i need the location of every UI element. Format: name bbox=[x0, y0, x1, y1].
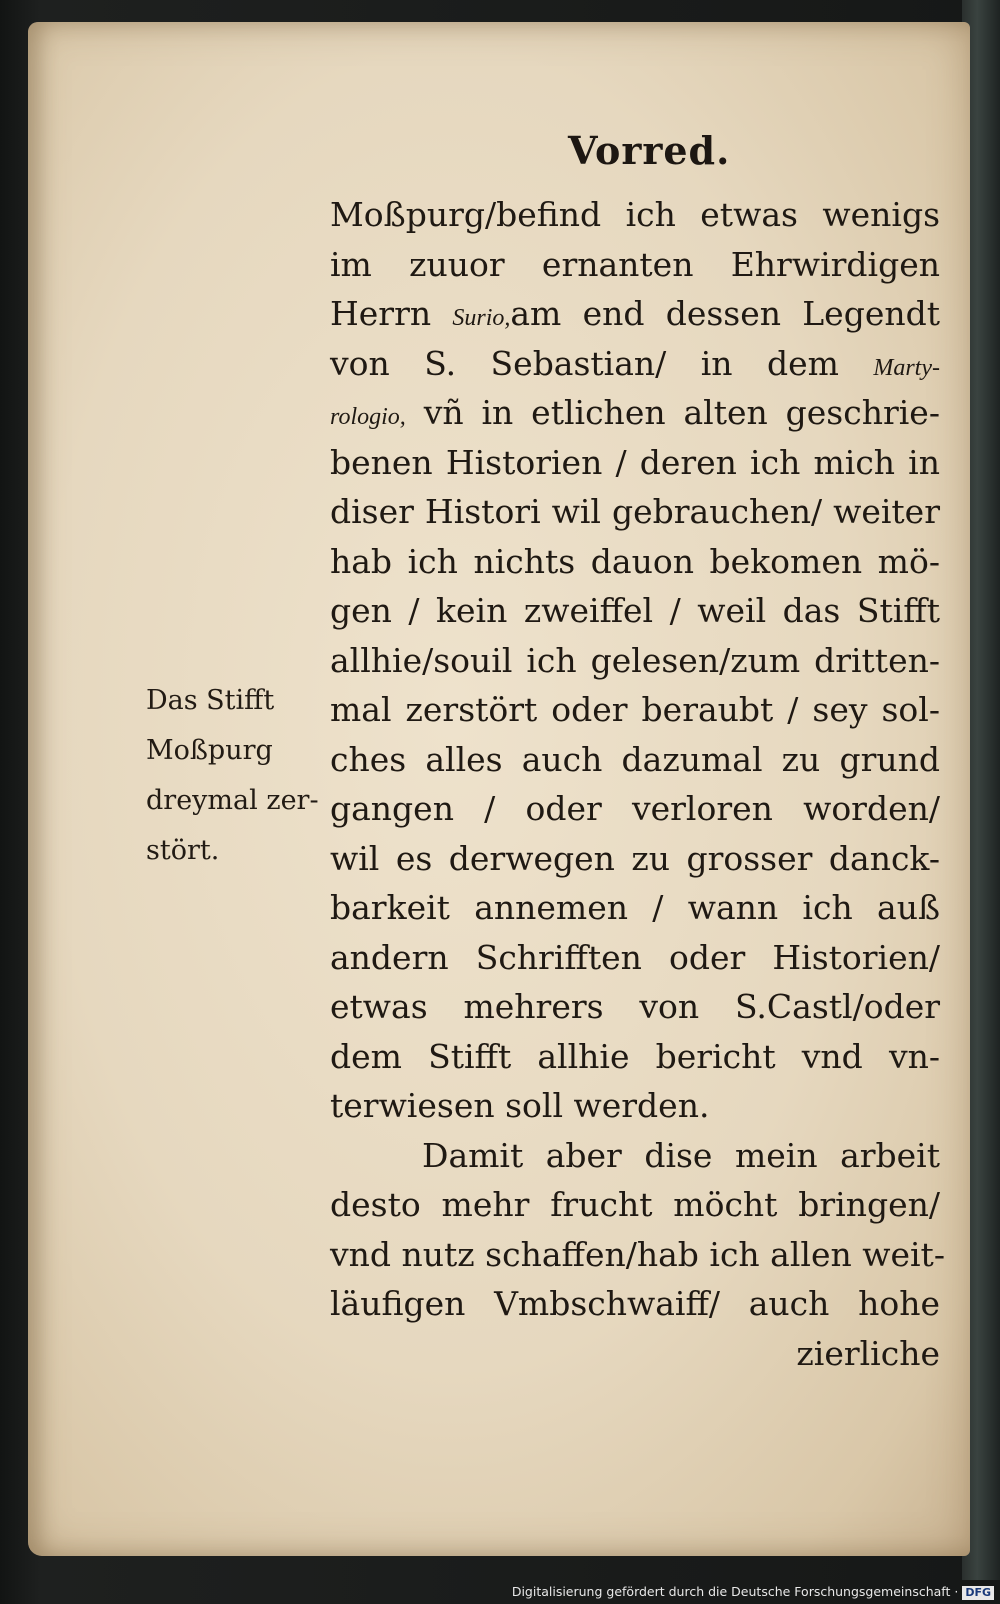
text-line bbox=[330, 784, 940, 834]
text-line bbox=[330, 537, 940, 587]
text-line bbox=[330, 1081, 940, 1131]
text-segment: läufigen Vmbschwaiff/ auch hohe bbox=[330, 1284, 940, 1323]
text-segment: barkeit annemen / wann ich auß bbox=[330, 888, 940, 927]
text-segment: vñ in etlichen alten geschrie- bbox=[405, 393, 940, 432]
text-line bbox=[330, 240, 940, 290]
text-segment: hab ich nichts dauon bekomen mö- bbox=[330, 541, 940, 581]
text-segment: allhie/souil ich gelesen/zum dritten- bbox=[330, 640, 940, 680]
text-segment: ches alles auch dazumal zu grund bbox=[330, 739, 940, 779]
text-line bbox=[330, 735, 940, 785]
text-segment: vnd nutz schaffen/hab ich allen weit- bbox=[330, 1234, 945, 1274]
text-segment: wil es derwegen zu grosser danck- bbox=[330, 838, 940, 878]
text-segment: Moßpurg/befind ich etwas wenigs bbox=[330, 195, 940, 234]
margin-note-line: dreymal zer- bbox=[146, 785, 319, 816]
text-segment: dem Stifft allhie bericht vnd vn- bbox=[330, 1036, 940, 1076]
text-line bbox=[330, 982, 940, 1032]
latin-word: Surio, bbox=[452, 305, 511, 331]
text-line bbox=[330, 1180, 940, 1230]
page-heading: Vorred. bbox=[568, 128, 731, 173]
text-segment: andern Schrifften oder Historien/ bbox=[330, 937, 940, 977]
text-segment: desto mehr frucht möcht bringen/ bbox=[330, 1185, 940, 1224]
text-line bbox=[330, 883, 940, 933]
text-line bbox=[330, 438, 940, 488]
text-segment: Herrn bbox=[330, 294, 453, 333]
text-segment: zierliche bbox=[796, 1333, 940, 1373]
text-line bbox=[330, 636, 940, 686]
text-segment: am end dessen Legendt bbox=[510, 294, 940, 333]
margin-note bbox=[146, 676, 324, 876]
catchword bbox=[330, 1329, 940, 1379]
text-segment: diser Histori wil gebrauchen/ weiter bbox=[330, 492, 940, 531]
text-segment: von S. Sebastian/ in dem bbox=[330, 343, 874, 383]
digitization-footer bbox=[512, 1584, 994, 1600]
text-line bbox=[330, 685, 940, 735]
margin-note-line: Moßpurg bbox=[146, 735, 273, 766]
text-segment: terwiesen soll werden. bbox=[330, 1086, 710, 1125]
latin-word: Marty- bbox=[873, 354, 940, 381]
dfg-logo: DFG bbox=[962, 1586, 994, 1600]
text-line bbox=[330, 190, 940, 240]
margin-note-line: stört. bbox=[146, 835, 220, 866]
text-line bbox=[330, 1230, 945, 1280]
text-segment: gen / kein zweiffel / weil das Stifft bbox=[330, 591, 940, 630]
text-line bbox=[330, 1032, 940, 1082]
text-line bbox=[330, 289, 940, 339]
text-line bbox=[330, 487, 940, 537]
text-line bbox=[330, 388, 940, 438]
text-line bbox=[330, 933, 940, 983]
text-segment: benen Historien / deren ich mich in bbox=[330, 442, 940, 482]
text-line bbox=[330, 1279, 940, 1329]
text-segment: mal zerstört oder beraubt / sey sol- bbox=[330, 690, 940, 729]
text-line bbox=[330, 834, 940, 884]
latin-word: rologio, bbox=[330, 404, 406, 430]
footer-credit: Digitalisierung gefördert durch die Deutsche Forschungsgemeinschaft · bbox=[511, 1584, 959, 1599]
body-text bbox=[330, 190, 945, 1378]
text-segment: gangen / oder verloren worden/ bbox=[330, 789, 940, 828]
text-line bbox=[330, 1131, 940, 1181]
text-segment: Damit aber dise mein arbeit bbox=[422, 1135, 940, 1175]
text-line bbox=[330, 339, 940, 389]
margin-note-line: Das Stifft bbox=[146, 685, 275, 716]
text-segment: im zuuor ernanten Ehrwirdigen bbox=[330, 244, 940, 284]
text-segment: etwas mehrers von S.Castl/oder bbox=[330, 987, 940, 1026]
text-line bbox=[330, 586, 940, 636]
